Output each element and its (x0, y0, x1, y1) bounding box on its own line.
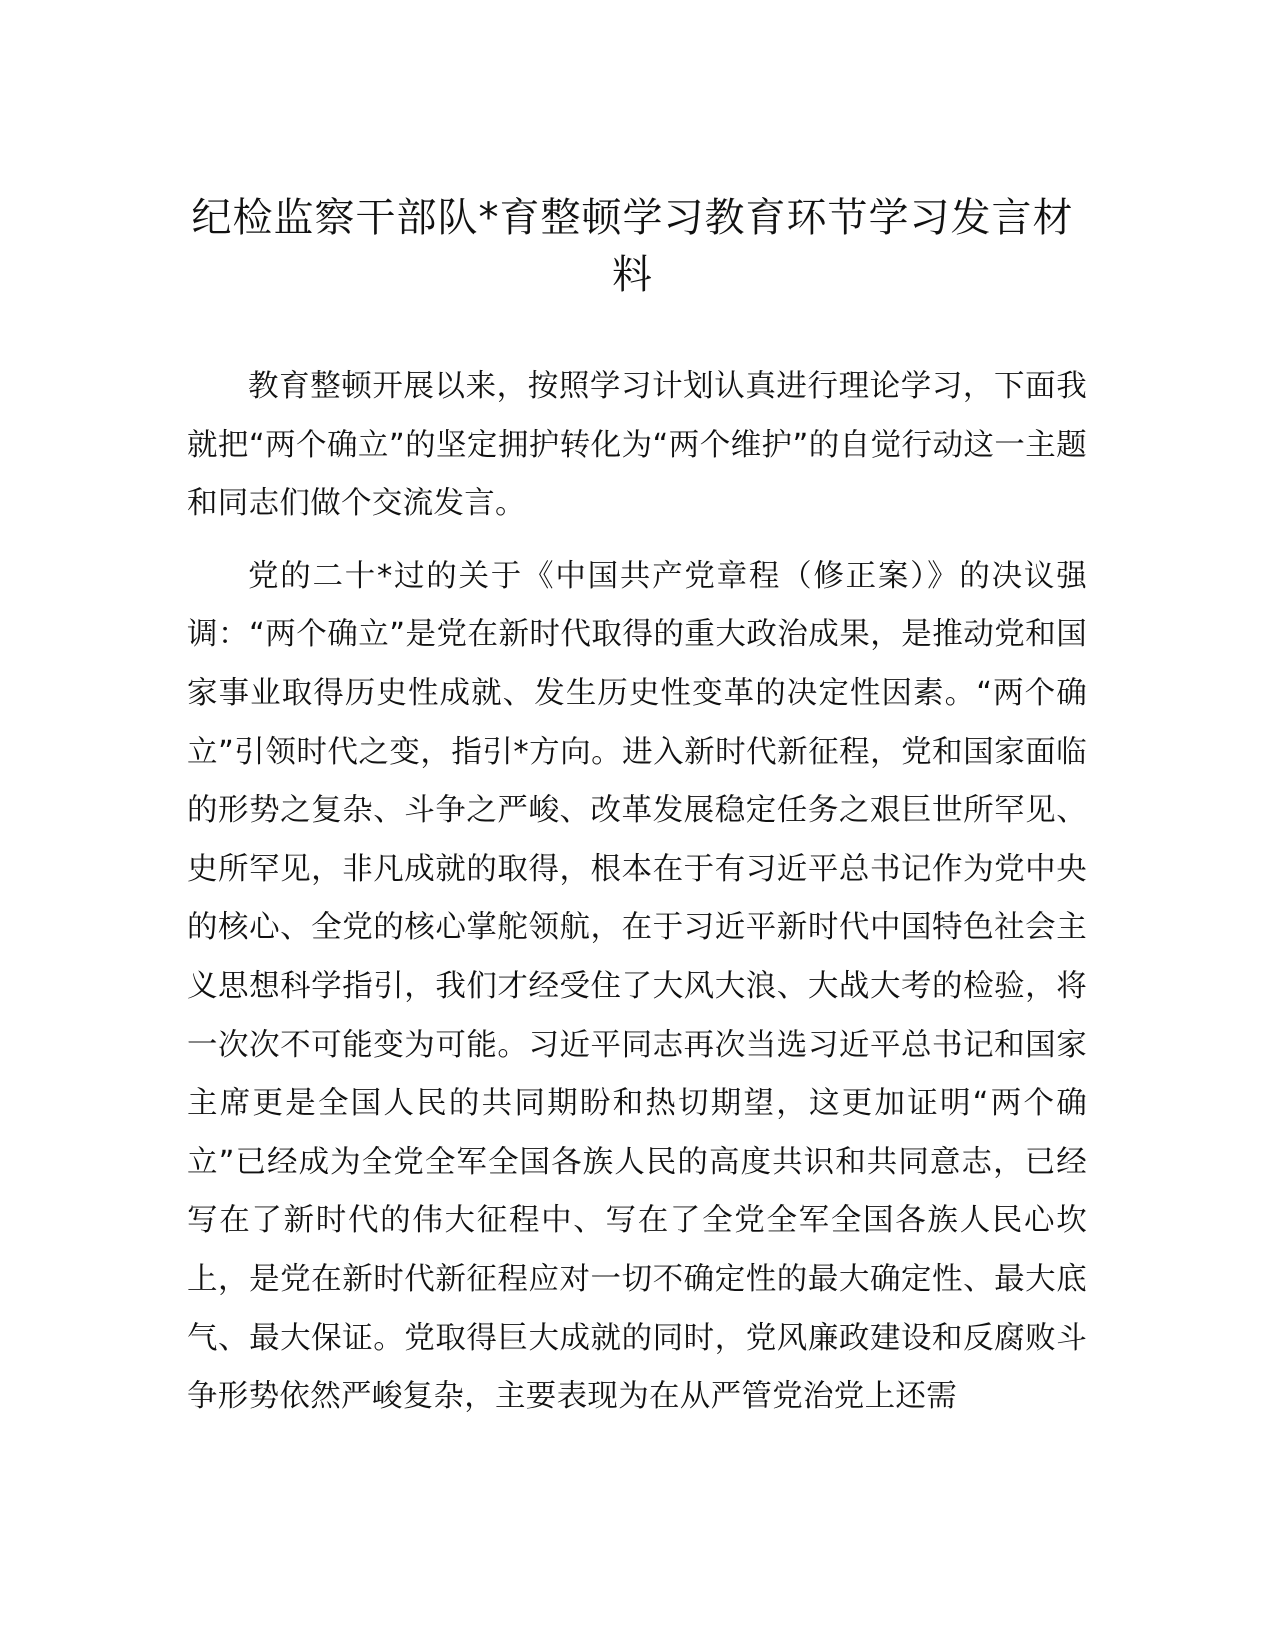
document-body (187, 358, 1087, 1441)
paragraph-resolution: 党的二十*过的关于《中国共产党章程（修正案）》的决议强调：“两个确立”是党在新时代取得的重大政治成果，是推动党和国家事业取得历史性成就、发生历史性变革的决定性因素。“两个确立”引领时代之变，指引*方向。进入新时代新征程，党和国家面临的形势之复杂、斗争之严峻、改革发展稳定任务之艰巨世所罕见、史所罕见，非凡成就的取得，根本在于有习近平总书记作为党中央的核心、全党的核心掌舵领航，在于习近平新时代中国特色社会主义思想科学指引，我们才经受住了大风大浪、大战大考的检验，将一次次不可能变为可能。习近平同志再次当选习近平总书记和国家主席更是全国人民的共同期盼和热切期望，这更加证明“两个确立”已经成为全党全军全国各族人民的高度共识和共同意志，已经写在了新时代的伟大征程中、写在了全党全军全国各族人民心坎上，是党在新时代新征程应对一切不确定性的最大确定性、最大底气、最大保证。党取得巨大成就的同时，党风廉政建设和反腐败斗争形势依然严峻复杂，主要表现为在从严管党治党上还需 (187, 558, 1087, 1415)
document-title: 纪检监察干部队*育整顿学习教育环节学习发言材料 (191, 195, 1074, 298)
paragraph-intro: 教育整顿开展以来，按照学习计划认真进行理论学习，下面我就把“两个确立”的坚定拥护转化为“两个维护”的自觉行动这一主题和同志们做个交流发言。 (187, 369, 1087, 522)
